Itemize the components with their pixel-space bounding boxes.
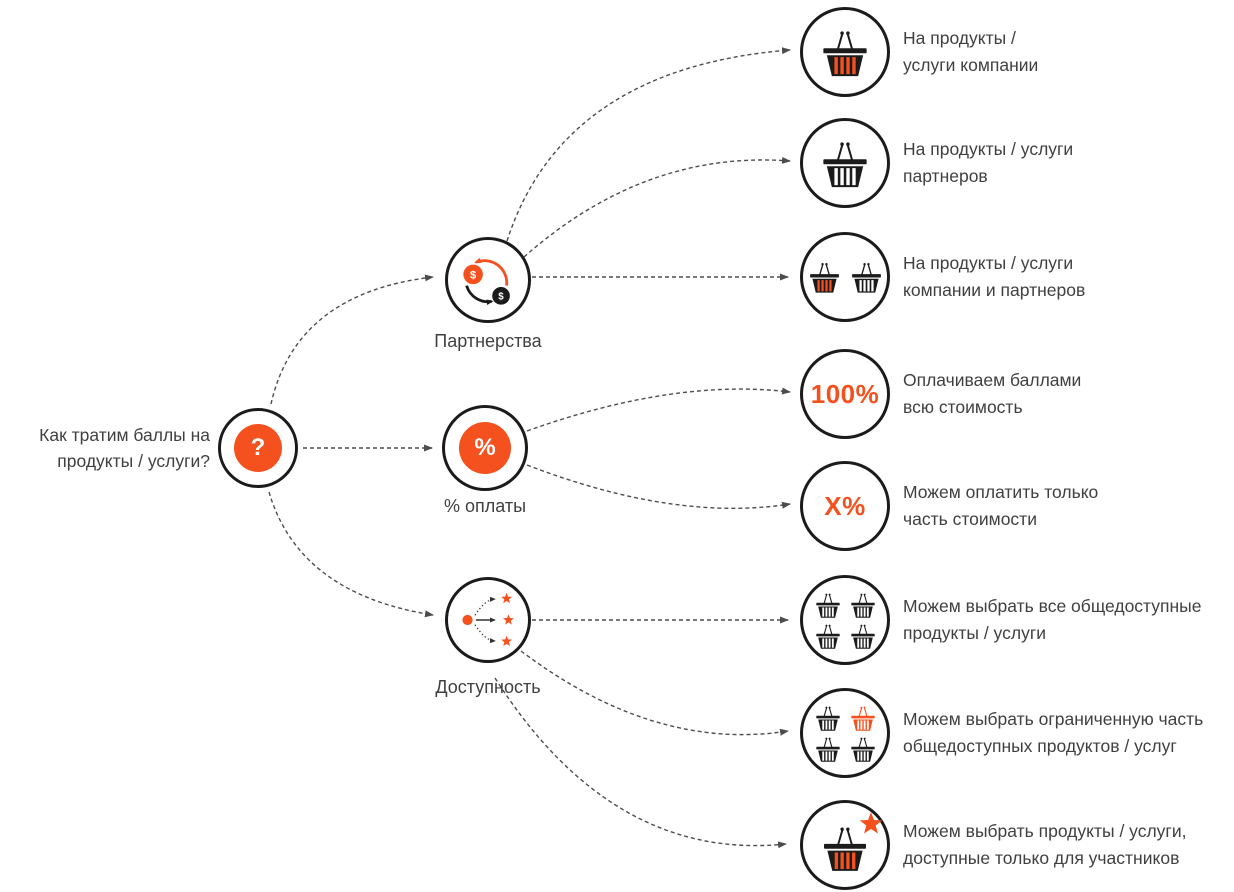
leaf-line: всю стоимость — [903, 397, 1023, 417]
arrow-availability-to-leaf8 — [495, 678, 786, 846]
basket-black-icon — [848, 735, 878, 763]
leaf-line: партнеров — [903, 166, 988, 186]
basket-black-icon — [813, 735, 843, 763]
four-baskets-icon — [813, 591, 878, 650]
leaf-line: продукты / услуги — [903, 623, 1046, 643]
basket-black-icon — [813, 591, 843, 619]
leaf-line: часть стоимости — [903, 509, 1037, 529]
leaf-node-limited-baskets — [800, 688, 890, 778]
percent-icon — [459, 422, 511, 474]
leaf-node-members-basket — [800, 800, 890, 890]
question-mark-icon — [234, 424, 282, 472]
leaf-node-two-baskets — [800, 232, 890, 322]
branch-node-availability — [445, 577, 531, 663]
leaf-node-company-basket — [800, 7, 890, 97]
leaf-line: Оплачиваем баллами — [903, 370, 1082, 390]
origin-dot-icon — [462, 615, 472, 625]
basket-orange-stripes-icon — [817, 27, 873, 78]
basket-black-icon — [848, 260, 885, 294]
leaf-text — [903, 479, 1233, 533]
leaf-line: услуги компании — [903, 55, 1039, 75]
arrow-partnerships-to-leaf2 — [524, 160, 790, 257]
branch-node-partnerships — [445, 237, 531, 323]
leaf-text — [903, 367, 1233, 421]
basket-black-icon — [848, 622, 878, 650]
four-baskets-one-orange-icon — [813, 704, 878, 763]
leaf-line: доступные только для участников — [903, 848, 1180, 868]
leaf-text — [903, 25, 1233, 79]
leaf-line: Можем оплатить только — [903, 482, 1099, 502]
question-symbol: ? — [250, 434, 266, 461]
dot-to-stars-icon — [448, 580, 528, 660]
two-baskets-icon — [806, 260, 885, 294]
basket-with-star-icon — [816, 817, 874, 873]
root-question-line2: продукты / услуги? — [57, 451, 210, 471]
leaf-node-x-percent — [800, 461, 890, 551]
leaf-line: Можем выбрать все общедоступные — [903, 596, 1202, 616]
leaf-line: компании и партнеров — [903, 280, 1086, 300]
basket-black-icon — [813, 704, 843, 732]
arrow-percent-to-leaf4 — [527, 389, 790, 431]
root-question-text — [2, 422, 210, 474]
branch-node-percent — [442, 405, 528, 491]
coin-currency-symbol: $ — [498, 291, 504, 303]
basket-orange-stripes-icon — [806, 260, 843, 294]
leaf-line: На продукты / услуги — [903, 139, 1074, 159]
basket-black-icon — [848, 591, 878, 619]
hundred-percent-label: 100% — [810, 378, 880, 409]
leaf-line: На продукты / — [903, 28, 1016, 48]
x-percent-label: X% — [824, 490, 866, 521]
leaf-line: общедоступных продуктов / услуг — [903, 736, 1177, 756]
basket-black-icon — [817, 138, 873, 189]
branch-label-partnerships: Партнерства — [434, 331, 542, 351]
branch-label-percent: % оплаты — [443, 496, 527, 516]
star-icon — [501, 593, 512, 603]
leaf-node-all-baskets — [800, 575, 890, 665]
leaf-text — [903, 250, 1233, 304]
leaf-line: Можем выбрать ограниченную часть — [903, 709, 1204, 729]
coin-currency-symbol: $ — [470, 269, 477, 282]
leaf-line: Можем выбрать продукты / услуги, — [903, 821, 1187, 841]
money-cycle-icon — [448, 240, 528, 320]
leaf-text — [903, 706, 1233, 760]
root-node — [218, 408, 298, 488]
basket-black-icon — [813, 622, 843, 650]
leaf-text — [903, 593, 1233, 647]
root-question-line1: Как тратим баллы на — [39, 425, 210, 445]
leaf-line: На продукты / услуги — [903, 253, 1074, 273]
leaf-node-100-percent — [800, 349, 890, 439]
arrow-partnerships-to-leaf1 — [507, 50, 790, 241]
leaf-text — [903, 136, 1233, 190]
basket-orange-icon — [848, 704, 878, 732]
percent-symbol: % — [474, 434, 496, 461]
star-icon — [501, 636, 512, 646]
star-icon — [858, 811, 884, 837]
star-icon — [503, 614, 514, 624]
leaf-node-partner-basket — [800, 118, 890, 208]
leaf-text — [903, 818, 1233, 872]
branch-label-availability: Доступность — [435, 677, 541, 697]
